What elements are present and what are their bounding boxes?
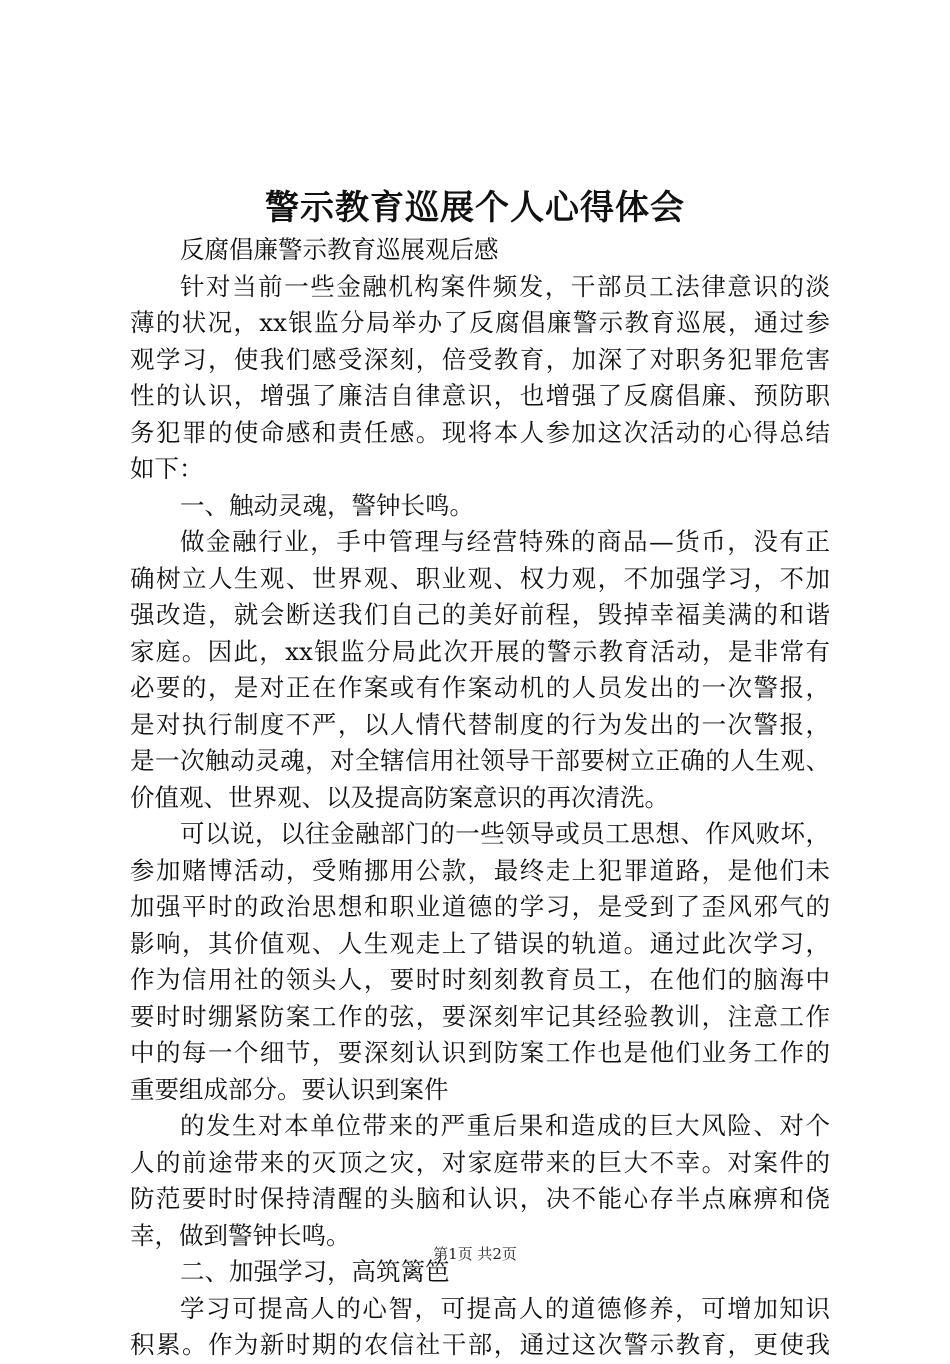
body-text-line: 是对执行制度不严，以人情代替制度的行为发出的一次警报， [130,709,830,739]
body-text-line: 针对当前一些金融机构案件频发，干部员工法律意识的淡 [180,271,830,301]
body-text-line: 务犯罪的使命感和责任感。现将本人参加这次活动的心得总结 [130,417,830,447]
body-text-line: 学习可提高人的心智，可提高人的道德修养，可增加知识 [180,1293,830,1323]
body-text-line: 确树立人生观、世界观、职业观、权力观，不加强学习，不加 [130,563,830,593]
body-text-line: 薄的状况，xx银监分局举办了反腐倡廉警示教育巡展，通过参 [130,308,830,337]
body-text-line: 反腐倡廉警示教育巡展观后感 [180,235,499,264]
body-text-line: 二、加强学习，高筑篱笆 [180,1257,450,1286]
body-text-line: 中的每一个细节，要深刻认识到防案工作也是他们业务工作的 [130,1038,830,1067]
body-text-line: 是一次触动灵魂，对全辖信用社领导干部要树立正确的人生观、 [130,746,830,775]
body-text-line: 家庭。因此，xx银监分局此次开展的警示教育活动，是非常有 [130,636,830,666]
document-title: 警示教育巡展个人心得体会 [265,188,685,228]
body-text-line: 可以说，以往金融部门的一些领导或员工思想、作风败坏， [180,819,830,848]
body-text-line: 重要组成部分。要认识到案件 [130,1074,449,1104]
body-text-line: 做金融行业，手中管理与经营特殊的商品—货币，没有正 [180,527,830,556]
body-text-line: 必要的，是对正在作案或有作案动机的人员发出的一次警报， [130,673,830,702]
body-text-line: 要时时绷紧防案工作的弦，要深刻牢记其经验教训，注意工作 [130,1001,830,1031]
body-text-line: 性的认识，增强了廉洁自律意识，也增强了反腐倡廉、预防职 [130,381,830,410]
body-text-line: 加强平时的政治思想和职业道德的学习，是受到了歪风邪气的 [130,892,830,921]
body-text-line: 幸，做到警钟长鸣。 [130,1220,351,1250]
body-text-line: 如下： [130,454,204,483]
document-body [130,232,830,1364]
body-text-line: 强改造，就会断送我们自己的美好前程，毁掉幸福美满的和谐 [130,600,830,629]
body-text-line: 价值观、世界观、以及提高防案意识的再次清洗。 [130,782,669,812]
body-text-line: 的发生对本单位带来的严重后果和造成的巨大风险、对个 [180,1111,830,1140]
body-text-line: 一、触动灵魂，警钟长鸣。 [180,490,474,520]
body-text-line: 积累。作为新时期的农信社干部，通过这次警示教育，更使我 [130,1330,830,1359]
body-text-line: 作为信用社的领头人，要时时刻刻教育员工，在他们的脑海中 [130,965,830,994]
page-footer: 第1页 共2页 [433,1245,517,1263]
body-text-line: 观学习，使我们感受深刻，倍受教育，加深了对职务犯罪危害 [130,344,830,374]
body-text-line: 防范要时时保持清醒的头脑和认识，决不能心存半点麻痹和侥 [130,1184,830,1213]
body-text-line: 参加赌博活动，受贿挪用公款，最终走上犯罪道路，是他们未 [130,855,830,885]
body-text-line: 影响，其价值观、人生观走上了错误的轨道。通过此次学习， [130,928,830,958]
body-text-line: 人的前途带来的灭顶之灾，对家庭带来的巨大不幸。对案件的 [130,1147,830,1177]
